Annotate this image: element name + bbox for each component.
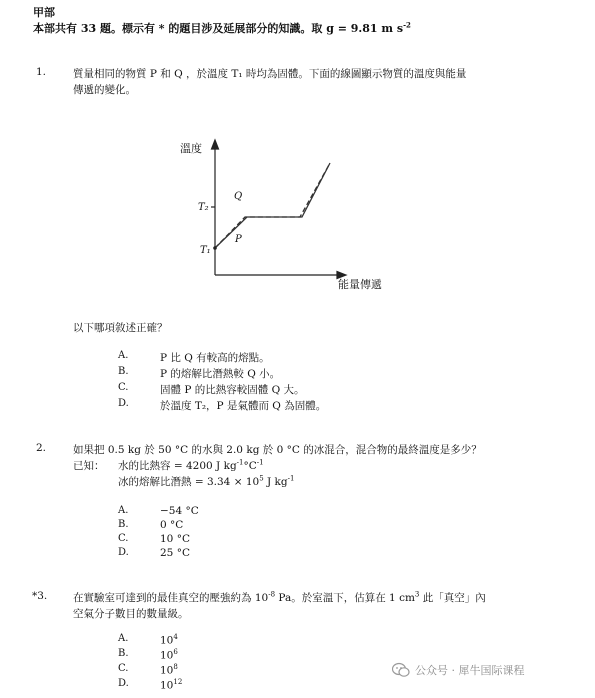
question-1-prompt: 以下哪項敘述正確？: [73, 322, 168, 334]
q2-option-a-letter: A.: [118, 505, 129, 516]
q3-c-exp: 8: [173, 663, 178, 671]
q3-c-base: 10: [160, 664, 174, 677]
section-intro-text: 本部共有 33 題。標示有 * 的題目涉及延展部分的知識。取 g = 9.81 m s: [33, 22, 404, 35]
q2-option-d-letter: D.: [118, 547, 129, 558]
question-3-number: *3.: [32, 590, 48, 602]
q3-text-a: 在實驗室可達到的最佳真空的壓強約為 10: [73, 592, 269, 604]
given-2-text-b: J kg: [263, 476, 288, 488]
q3-a-base: 10: [160, 634, 174, 647]
given-2-text-a: 冰的熔解比潛熱 = 3.34 × 10: [118, 476, 260, 488]
watermark: [392, 662, 525, 678]
q3-exp-2: 3: [414, 590, 420, 599]
watermark-text: 公众号 · 犀牛国际课程: [415, 664, 525, 677]
given-1-exp-1: -1: [236, 458, 244, 467]
question-2-given-label: 已知：: [73, 460, 105, 472]
q3-option-d-letter: D.: [118, 678, 129, 689]
q-curve-label: Q: [234, 191, 243, 202]
q1-option-a-text: P 比 Q 有較高的熔點。: [160, 352, 270, 364]
q3-d-base: 10: [160, 679, 174, 692]
q3-d-exp: 12: [173, 678, 183, 686]
wechat-icon: [392, 662, 410, 678]
q2-option-c-letter: C.: [118, 533, 129, 544]
q1-option-c-text: 固體 P 的比熱容較固體 Q 大。: [160, 384, 305, 396]
curve-p: [215, 163, 330, 248]
question-3-line-1: [73, 590, 486, 605]
q3-text-b: Pa。於室溫下，估算在 1 cm: [275, 592, 415, 604]
q3-exp-1: -8: [268, 590, 276, 599]
q3-option-d-value: [160, 678, 182, 692]
question-2-line-1: 如果把 0.5 kg 於 50 °C 的水與 2.0 kg 於 0 °C 的冰混合，混合物的最終溫度是多少？: [73, 444, 482, 456]
section-intro: [33, 20, 411, 36]
q3-text-c: 此「真空」內: [419, 592, 486, 604]
q3-option-b-letter: B.: [118, 648, 129, 659]
given-1-text-a: 水的比熱容 = 4200 J kg: [118, 460, 237, 472]
q3-option-c-value: [160, 663, 178, 677]
t2-label: T₂: [198, 202, 209, 213]
q2-option-b-letter: B.: [118, 519, 129, 530]
y-axis-arrow: [212, 140, 219, 149]
q1-option-d-text: 於溫度 T₂，P 是氣體而 Q 為固體。: [160, 400, 327, 412]
y-axis-label: 溫度: [180, 142, 202, 155]
given-2-exp-1: 5: [259, 474, 264, 483]
q3-a-exp: 4: [173, 633, 178, 641]
given-1-exp-2: -1: [256, 458, 264, 467]
q1-option-c-letter: C.: [118, 382, 129, 393]
question-1-line-2: 傳遞的變化。: [73, 84, 136, 96]
q3-option-b-value: [160, 648, 178, 662]
q3-b-base: 10: [160, 649, 174, 662]
q2-option-a-text: −54 °C: [160, 505, 199, 517]
section-intro-exponent: -2: [403, 20, 411, 30]
question-2-given-1: [118, 458, 264, 473]
question-2-given-2: [118, 474, 294, 489]
question-3-line-2: 空氣分子數目的數量級。: [73, 608, 189, 620]
x-axis-label: 能量傳遞: [338, 278, 382, 291]
q2-option-c-text: 10 °C: [160, 533, 190, 545]
q2-option-b-text: 0 °C: [160, 519, 184, 531]
q3-option-a-letter: A.: [118, 633, 129, 644]
q1-option-a-letter: A.: [118, 350, 129, 361]
start-point: [213, 246, 217, 250]
graph-axes: [211, 140, 346, 279]
q3-option-a-value: [160, 633, 178, 647]
q1-option-b-letter: B.: [118, 366, 129, 377]
t1-label: T₁: [200, 245, 211, 256]
given-1-text-b: °C: [243, 460, 257, 472]
q3-option-c-letter: C.: [118, 663, 129, 674]
section-title: 甲部: [33, 6, 55, 19]
q1-option-d-letter: D.: [118, 398, 129, 409]
question-1-line-1: 質量相同的物質 P 和 Q ，於溫度 T₁ 時均為固體。下面的線圖顯示物質的溫度與能量: [73, 68, 467, 80]
question-1-number: 1.: [36, 66, 47, 78]
q1-option-b-text: P 的熔解比潛熱較 Q 小。: [160, 368, 281, 380]
temperature-energy-graph: [170, 135, 400, 295]
curve-q: [215, 163, 330, 248]
p-curve-label: P: [235, 234, 242, 245]
q3-b-exp: 6: [173, 648, 178, 656]
q2-option-d-text: 25 °C: [160, 547, 190, 559]
given-2-exp-2: -1: [287, 474, 295, 483]
question-2-number: 2.: [36, 442, 47, 454]
